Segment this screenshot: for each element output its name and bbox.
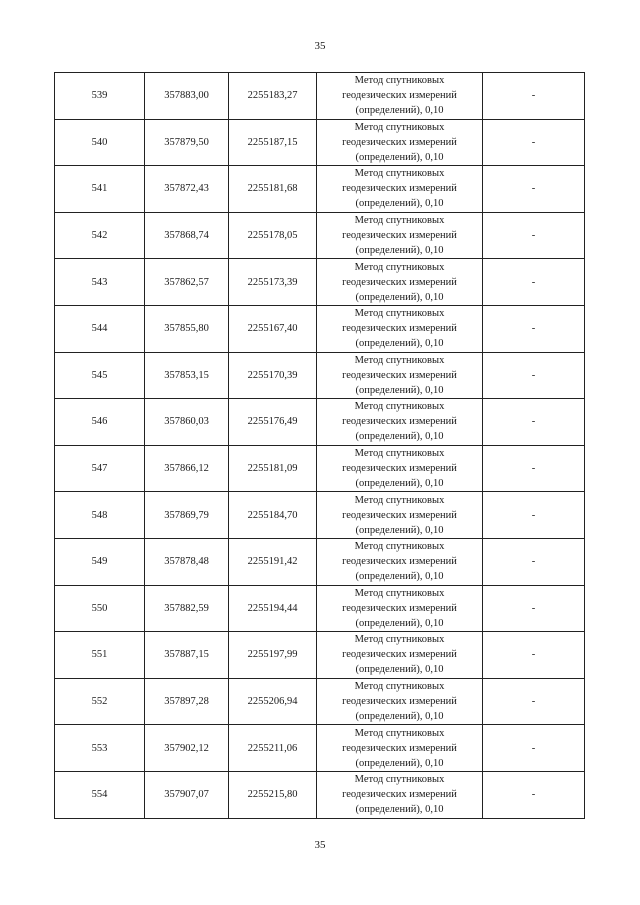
method-line: Метод спутниковых <box>354 634 445 646</box>
point-number-cell: 549 <box>55 538 145 585</box>
description-cell: - <box>483 399 585 446</box>
table-row <box>55 73 585 120</box>
x-coordinate-cell: 357879,50 <box>145 119 229 166</box>
y-coordinate-cell: 2255197,99 <box>229 632 317 679</box>
point-number-cell: 544 <box>55 305 145 352</box>
method-line: геодезических измерений <box>342 696 457 708</box>
method-line: геодезических измерений <box>342 649 457 661</box>
method-cell <box>317 492 483 539</box>
coordinates-table <box>54 72 585 819</box>
x-coordinate-cell: 357902,12 <box>145 725 229 772</box>
description-cell: - <box>483 538 585 585</box>
method-line: геодезических измерений <box>342 463 457 475</box>
method-line: геодезических измерений <box>342 789 457 801</box>
x-coordinate-cell: 357862,57 <box>145 259 229 306</box>
method-line: (определений), 0,10 <box>355 338 444 350</box>
method-line: геодезических измерений <box>342 509 457 521</box>
method-line: геодезических измерений <box>342 602 457 614</box>
x-coordinate-cell: 357853,15 <box>145 352 229 399</box>
point-number-cell: 543 <box>55 259 145 306</box>
y-coordinate-cell: 2255176,49 <box>229 399 317 446</box>
method-line: Метод спутниковых <box>354 494 445 506</box>
table-row <box>55 585 585 632</box>
y-coordinate-cell: 2255187,15 <box>229 119 317 166</box>
method-line: геодезических измерений <box>342 556 457 568</box>
method-cell <box>317 585 483 632</box>
method-line: (определений), 0,10 <box>355 245 444 257</box>
y-coordinate-cell: 2255191,42 <box>229 538 317 585</box>
table-row <box>55 305 585 352</box>
table-row <box>55 352 585 399</box>
point-number-cell: 550 <box>55 585 145 632</box>
method-line: Метод спутниковых <box>354 354 445 366</box>
method-line: (определений), 0,10 <box>355 384 444 396</box>
method-line: Метод спутниковых <box>354 587 445 599</box>
method-cell <box>317 725 483 772</box>
y-coordinate-cell: 2255184,70 <box>229 492 317 539</box>
description-cell: - <box>483 771 585 818</box>
method-line: (определений), 0,10 <box>355 711 444 723</box>
point-number-cell: 547 <box>55 445 145 492</box>
method-line: геодезических измерений <box>342 323 457 335</box>
x-coordinate-cell: 357907,07 <box>145 771 229 818</box>
x-coordinate-cell: 357868,74 <box>145 212 229 259</box>
point-number-cell: 548 <box>55 492 145 539</box>
method-line: геодезических измерений <box>342 276 457 288</box>
method-cell <box>317 632 483 679</box>
y-coordinate-cell: 2255178,05 <box>229 212 317 259</box>
description-cell: - <box>483 259 585 306</box>
description-cell: - <box>483 445 585 492</box>
method-cell <box>317 73 483 120</box>
table-row <box>55 771 585 818</box>
method-line: геодезических измерений <box>342 369 457 381</box>
method-line: геодезических измерений <box>342 136 457 148</box>
method-line: (определений), 0,10 <box>355 431 444 443</box>
method-line: геодезических измерений <box>342 230 457 242</box>
x-coordinate-cell: 357866,12 <box>145 445 229 492</box>
method-line: геодезических измерений <box>342 742 457 754</box>
point-number-cell: 553 <box>55 725 145 772</box>
page-number-bottom: 35 <box>314 839 326 851</box>
description-cell: - <box>483 305 585 352</box>
table-row <box>55 445 585 492</box>
method-line: Метод спутниковых <box>354 448 445 460</box>
method-line: Метод спутниковых <box>354 401 445 413</box>
x-coordinate-cell: 357883,00 <box>145 73 229 120</box>
method-line: Метод спутниковых <box>354 541 445 553</box>
point-number-cell: 551 <box>55 632 145 679</box>
table-row <box>55 678 585 725</box>
description-cell: - <box>483 212 585 259</box>
y-coordinate-cell: 2255206,94 <box>229 678 317 725</box>
method-line: (определений), 0,10 <box>355 757 444 769</box>
description-cell: - <box>483 678 585 725</box>
description-cell: - <box>483 725 585 772</box>
y-coordinate-cell: 2255173,39 <box>229 259 317 306</box>
point-number-cell: 552 <box>55 678 145 725</box>
point-number-cell: 542 <box>55 212 145 259</box>
y-coordinate-cell: 2255183,27 <box>229 73 317 120</box>
method-cell <box>317 771 483 818</box>
method-cell <box>317 212 483 259</box>
table-row <box>55 632 585 679</box>
method-cell <box>317 352 483 399</box>
table-row <box>55 119 585 166</box>
method-line: Метод спутниковых <box>354 774 445 786</box>
point-number-cell: 554 <box>55 771 145 818</box>
method-line: геодезических измерений <box>342 416 457 428</box>
y-coordinate-cell: 2255181,09 <box>229 445 317 492</box>
x-coordinate-cell: 357887,15 <box>145 632 229 679</box>
page-number-top: 35 <box>314 40 326 52</box>
x-coordinate-cell: 357869,79 <box>145 492 229 539</box>
method-line: (определений), 0,10 <box>355 105 444 117</box>
y-coordinate-cell: 2255170,39 <box>229 352 317 399</box>
table-row <box>55 259 585 306</box>
method-line: (определений), 0,10 <box>355 524 444 536</box>
x-coordinate-cell: 357897,28 <box>145 678 229 725</box>
method-line: Метод спутниковых <box>354 261 445 273</box>
method-cell <box>317 538 483 585</box>
method-line: (определений), 0,10 <box>355 617 444 629</box>
method-line: Метод спутниковых <box>354 168 445 180</box>
description-cell: - <box>483 352 585 399</box>
description-cell: - <box>483 632 585 679</box>
point-number-cell: 540 <box>55 119 145 166</box>
point-number-cell: 541 <box>55 166 145 213</box>
y-coordinate-cell: 2255211,06 <box>229 725 317 772</box>
table-row <box>55 538 585 585</box>
point-number-cell: 539 <box>55 73 145 120</box>
y-coordinate-cell: 2255194,44 <box>229 585 317 632</box>
method-cell <box>317 399 483 446</box>
method-line: геодезических измерений <box>342 183 457 195</box>
description-cell: - <box>483 119 585 166</box>
table-row <box>55 399 585 446</box>
method-cell <box>317 166 483 213</box>
table-row <box>55 166 585 213</box>
method-cell <box>317 445 483 492</box>
method-line: (определений), 0,10 <box>355 151 444 163</box>
method-line: (определений), 0,10 <box>355 571 444 583</box>
method-cell <box>317 119 483 166</box>
method-cell <box>317 259 483 306</box>
method-line: Метод спутниковых <box>354 727 445 739</box>
method-line: (определений), 0,10 <box>355 664 444 676</box>
x-coordinate-cell: 357878,48 <box>145 538 229 585</box>
method-line: (определений), 0,10 <box>355 804 444 816</box>
table-row <box>55 492 585 539</box>
method-cell <box>317 305 483 352</box>
description-cell: - <box>483 166 585 213</box>
method-line: геодезических измерений <box>342 90 457 102</box>
description-cell: - <box>483 585 585 632</box>
x-coordinate-cell: 357855,80 <box>145 305 229 352</box>
description-cell: - <box>483 73 585 120</box>
x-coordinate-cell: 357872,43 <box>145 166 229 213</box>
y-coordinate-cell: 2255167,40 <box>229 305 317 352</box>
x-coordinate-cell: 357860,03 <box>145 399 229 446</box>
method-line: Метод спутниковых <box>354 121 445 133</box>
method-line: (определений), 0,10 <box>355 291 444 303</box>
table-row <box>55 725 585 772</box>
y-coordinate-cell: 2255215,80 <box>229 771 317 818</box>
method-line: Метод спутниковых <box>354 308 445 320</box>
method-line: Метод спутниковых <box>354 681 445 693</box>
x-coordinate-cell: 357882,59 <box>145 585 229 632</box>
method-line: Метод спутниковых <box>354 215 445 227</box>
point-number-cell: 546 <box>55 399 145 446</box>
method-line: (определений), 0,10 <box>355 198 444 210</box>
method-line: Метод спутниковых <box>354 75 445 87</box>
method-line: (определений), 0,10 <box>355 478 444 490</box>
point-number-cell: 545 <box>55 352 145 399</box>
method-cell <box>317 678 483 725</box>
description-cell: - <box>483 492 585 539</box>
table-row <box>55 212 585 259</box>
y-coordinate-cell: 2255181,68 <box>229 166 317 213</box>
coordinates-table-body <box>55 73 585 819</box>
